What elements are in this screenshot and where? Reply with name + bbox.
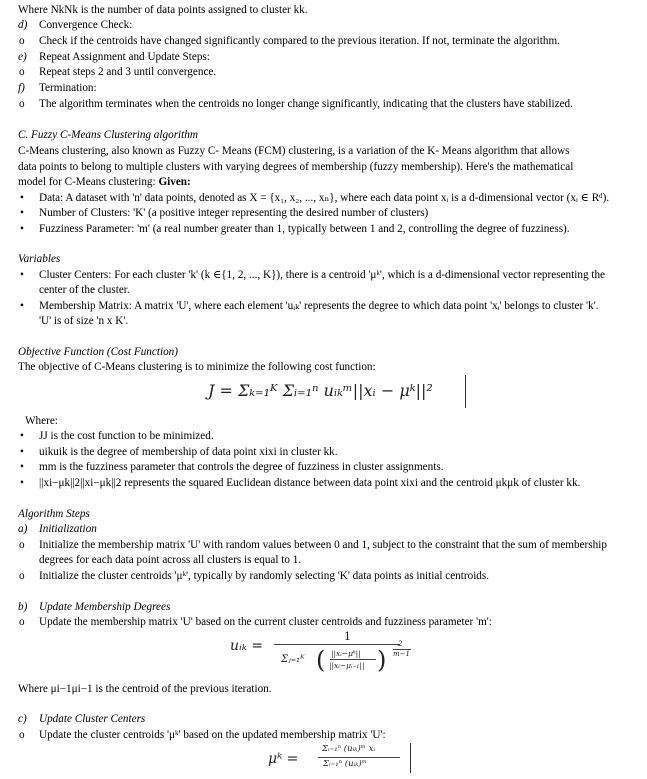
bullet-dot: • (20, 477, 24, 489)
bullet-text: Cluster Centers: For each cluster 'k' (k ∈{1, 2, ..., K}), there is a centroid 'μᵏ', which is a d-dimensional vector representing the (39, 269, 606, 281)
bullet-text: The algorithm terminates when the centroids no longer change significantly, indicating that the clusters have stabilized. (39, 98, 573, 110)
bullet-text: Check if the centroids have changed significantly compared to the previous iteration. If not, terminate the algorithm. (39, 35, 560, 47)
bullet-circle: o (19, 616, 25, 628)
bullet-text: degrees for each data point across all clusters is equal to 1. (39, 554, 302, 566)
list-marker: a) (18, 523, 28, 535)
list-marker: f) (18, 82, 25, 94)
bullet-circle: o (19, 98, 25, 110)
exponent-denominator: m−1 (393, 650, 410, 658)
paragraph-line: C-Means clustering, also known as Fuzzy C- Means (FCM) clustering, is a variation of the K- Means algorithm that allows (18, 145, 570, 157)
paragraph-line: The objective of C-Means clustering is to minimize the following cost function: (18, 361, 376, 373)
step-title: Update Cluster Centers (39, 713, 146, 725)
bullet-dot: • (20, 430, 24, 442)
bullet-dot: • (20, 269, 24, 281)
text-line: Where NkNk is the number of data points assigned to cluster kk. (18, 4, 308, 16)
paragraph-line: data points to belong to multiple clusters with varying degrees of membership (fuzzy membership). Here's the mathematical (18, 161, 574, 173)
bullet-dot: • (20, 223, 24, 235)
bullet-dot: • (20, 446, 24, 458)
bullet-text: ||xi−μk||2||xi−μk||2 represents the squared Euclidean distance between data point xixi and the centroid μkμk of cluster kk. (39, 477, 581, 489)
section-heading: Objective Function (Cost Function) (18, 346, 179, 358)
bullet-text: center of the cluster. (39, 284, 130, 296)
bullet-circle: o (19, 570, 25, 582)
centroid-numerator: Σᵢ₌₁ⁿ (uᵢₖ)ᵐ xᵢ (322, 744, 376, 754)
bullet-dot: • (20, 192, 24, 204)
bullet-text: JJ is the cost function to be minimized. (39, 430, 214, 442)
where-label: Where: (25, 415, 58, 427)
step-title: Convergence Check: (39, 19, 133, 31)
centroid-lhs: μᵏ = (268, 751, 299, 767)
membership-numerator: 1 (344, 630, 351, 643)
bullet-dot: • (20, 300, 24, 312)
bullet-dot: • (20, 207, 24, 219)
bullet-text: Number of Clusters: 'K' (a positive integer representing the desired number of clusters) (39, 207, 429, 219)
section-heading: C. Fuzzy C-Means Clustering algorithm (18, 129, 198, 141)
paragraph-line (18, 175, 191, 189)
given-label: Given: (158, 176, 191, 188)
list-marker: c) (18, 713, 27, 725)
fraction-bar (274, 644, 400, 645)
bullet-circle: o (19, 66, 25, 78)
right-paren: ) (377, 646, 387, 674)
bullet-text: Data: A dataset with 'n' data points, denoted as X = {x₁, x₂, ..., xₙ}, where each data point xᵢ is a d-dimensional vector (xᵢ ∈ Rᵈ). (39, 192, 610, 204)
left-paren: ( (316, 646, 326, 674)
membership-sum: Σⱼ₌₁ᴷ (281, 654, 305, 665)
inner-fraction-bar (330, 659, 376, 660)
cost-equation: J = Σₖ₌₁ᴷ Σᵢ₌₁ⁿ uᵢₖᵐ||xᵢ − μᵏ||² (208, 381, 433, 400)
bullet-circle: o (19, 539, 25, 551)
bullet-circle: o (19, 729, 25, 741)
step-title: Initialization (39, 523, 97, 535)
paragraph-line: Where μi−1μi−1 is the centroid of the previous iteration. (18, 683, 272, 695)
bullet-text: Membership Matrix: A matrix 'U', where each element 'uᵢₖ' represents the degree to which data point 'xᵢ' belongs to cluster 'k'. (39, 300, 599, 312)
bullet-text: mm is the fuzziness parameter that controls the degree of fuzziness in cluster assignments. (39, 461, 444, 473)
bullet-text: 'U' is of size 'n x K'. (39, 315, 129, 327)
step-title: Termination: (39, 82, 97, 94)
bullet-circle: o (19, 35, 25, 47)
bullet-dot: • (20, 461, 24, 473)
bullet-text: Update the cluster centroids 'μᵏ' based on the updated membership matrix 'U': (39, 729, 386, 741)
list-marker: d) (18, 19, 28, 31)
section-heading: Variables (18, 253, 61, 265)
section-heading: Algorithm Steps (18, 508, 90, 520)
bullet-text: Update the membership matrix 'U' based on the current cluster centroids and fuzziness parameter 'm': (39, 616, 492, 628)
step-title: Repeat Assignment and Update Steps: (39, 51, 210, 63)
paragraph-text: model for C-Means clustering: (18, 176, 159, 188)
bullet-text: Initialize the cluster centroids 'μᵏ', typically by randomly selecting 'K' data points as initial centroids. (39, 570, 490, 582)
inner-denominator: ||xᵢ−μᵢ₋₁|| (329, 661, 365, 670)
membership-lhs: uᵢₖ = (230, 638, 264, 654)
centroid-denominator: Σᵢ₌₁ⁿ (uᵢₖ)ᵐ (323, 759, 367, 769)
bullet-text: Repeat steps 2 and 3 until convergence. (39, 66, 217, 78)
step-title: Update Membership Degrees (39, 601, 171, 613)
list-marker: e) (18, 51, 27, 63)
bullet-text: Initialize the membership matrix 'U' with random values between 0 and 1, subject to the constraint that the sum of membership (39, 539, 607, 551)
bullet-text: uikuik is the degree of membership of data point xixi in cluster kk. (39, 446, 338, 458)
fraction-bar (318, 757, 400, 758)
bullet-text: Fuzziness Parameter: 'm' (a real number greater than 1, typically between 1 and 2, controlling the degree of fuzziness). (39, 223, 570, 235)
list-marker: b) (18, 601, 28, 613)
inner-numerator: ||xᵢ−μᵏ|| (331, 649, 361, 658)
exponent-numerator: 2 (398, 640, 403, 648)
